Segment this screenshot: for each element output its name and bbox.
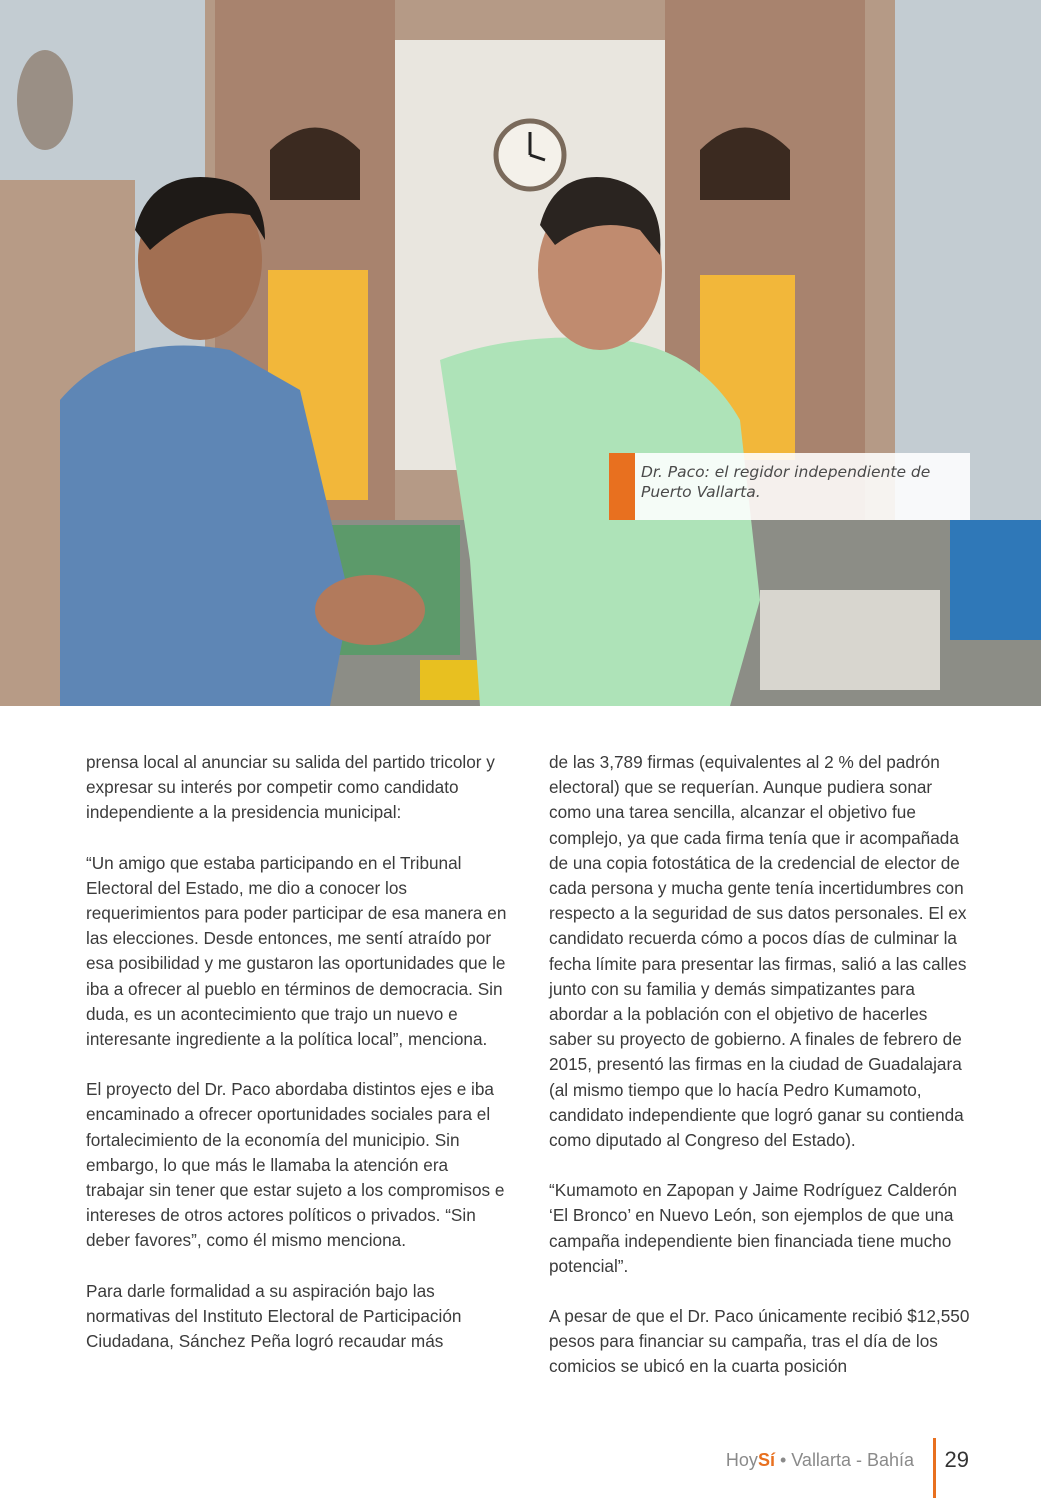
caption-text: [635, 453, 938, 520]
caption-line-2: Puerto Vallarta.: [641, 483, 761, 501]
brand-hoy: Hoy: [725, 1450, 758, 1470]
hero-photo: [0, 0, 1041, 706]
page-footer: [641, 1438, 1041, 1498]
article-right-column: [549, 750, 974, 1405]
page-number: 29: [944, 1447, 969, 1472]
footer-accent-rule: [933, 1438, 936, 1498]
section-label: • Vallarta - Bahía: [774, 1450, 914, 1470]
paragraph: Para darle formalidad a su aspiración bajo las normativas del Instituto Electoral de Participación Ciudadana, Sánchez Peña logró recaudar más: [86, 1280, 462, 1352]
paragraph: prensa local al anunciar su salida del partido tricolor y expresar su interés por competir como candidato independiente a la presidencia municipal:: [86, 752, 495, 823]
paragraph: “Un amigo que estaba participando en el Tribunal Electoral del Estado, me dio a conocer los requerimientos para poder participar de esa manera en las elecciones. Desde entonces, me sentí atraído por esa posibilidad y me gustaron las oportunidades que le iba a ofrecer al pueblo en términos de democracia. Sin duda, es un acontecimiento que trajo un nuevo e interesante ingrediente a la política local”, menciona.: [86, 852, 507, 1050]
caption-accent-bar: [609, 453, 635, 520]
article-left-column: [86, 750, 511, 1379]
paragraph: “Kumamoto en Zapopan y Jaime Rodríguez Calderón ‘El Bronco’ en Nuevo León, son ejemplos de que una campaña independiente bien financiada tiene mucho potencial”.: [549, 1180, 957, 1276]
photo-caption: [609, 453, 970, 520]
publication-label: [726, 1450, 914, 1471]
paragraph: A pesar de que el Dr. Paco únicamente recibió $12,550 pesos para financiar su campaña, tras el día de los comicios se ubicó en la cuarta posición: [549, 1306, 970, 1377]
paragraph: El proyecto del Dr. Paco abordaba distintos ejes e iba encaminado a ofrecer oportunidades sociales para el fortalecimiento de la economía del municipio. Sin embargo, lo que más le llamaba la atención era trabajar sin tener que estar sujeto a los compromisos e intereses de otros actores políticos o privados. “Sin deber favores”, como él mismo menciona.: [86, 1079, 505, 1251]
paragraph: de las 3,789 firmas (equivalentes al 2 % del padrón electoral) que se requerían. Aunque pudiera sonar como una tarea sencilla, alcanzar el objetivo fue complejo, ya que cada firma tenía que ir acompañada de una copia fotostática de la credencial de elector de cada persona y mucha gente tenía incertidumbres con respecto a la seguridad de sus datos personales. El ex candidato recuerda cómo a pocos días de culminar la fecha límite para presentar las firmas, salió a las calles junto con su familia y demás simpatizantes para abordar a la población con el objetivo de hacerles saber su proyecto de gobierno. A finales de febrero de 2015, presentó las firmas en la ciudad de Guadalajara (al mismo tiempo que lo hacía Pedro Kumamoto, candidato independiente que logró ganar su contienda como diputado al Congreso del Estado).: [549, 752, 967, 1151]
photo-illustration: [0, 0, 1041, 706]
brand-si: Sí: [757, 1450, 775, 1470]
caption-line-1: Dr. Paco: el regidor independiente de: [641, 463, 931, 481]
